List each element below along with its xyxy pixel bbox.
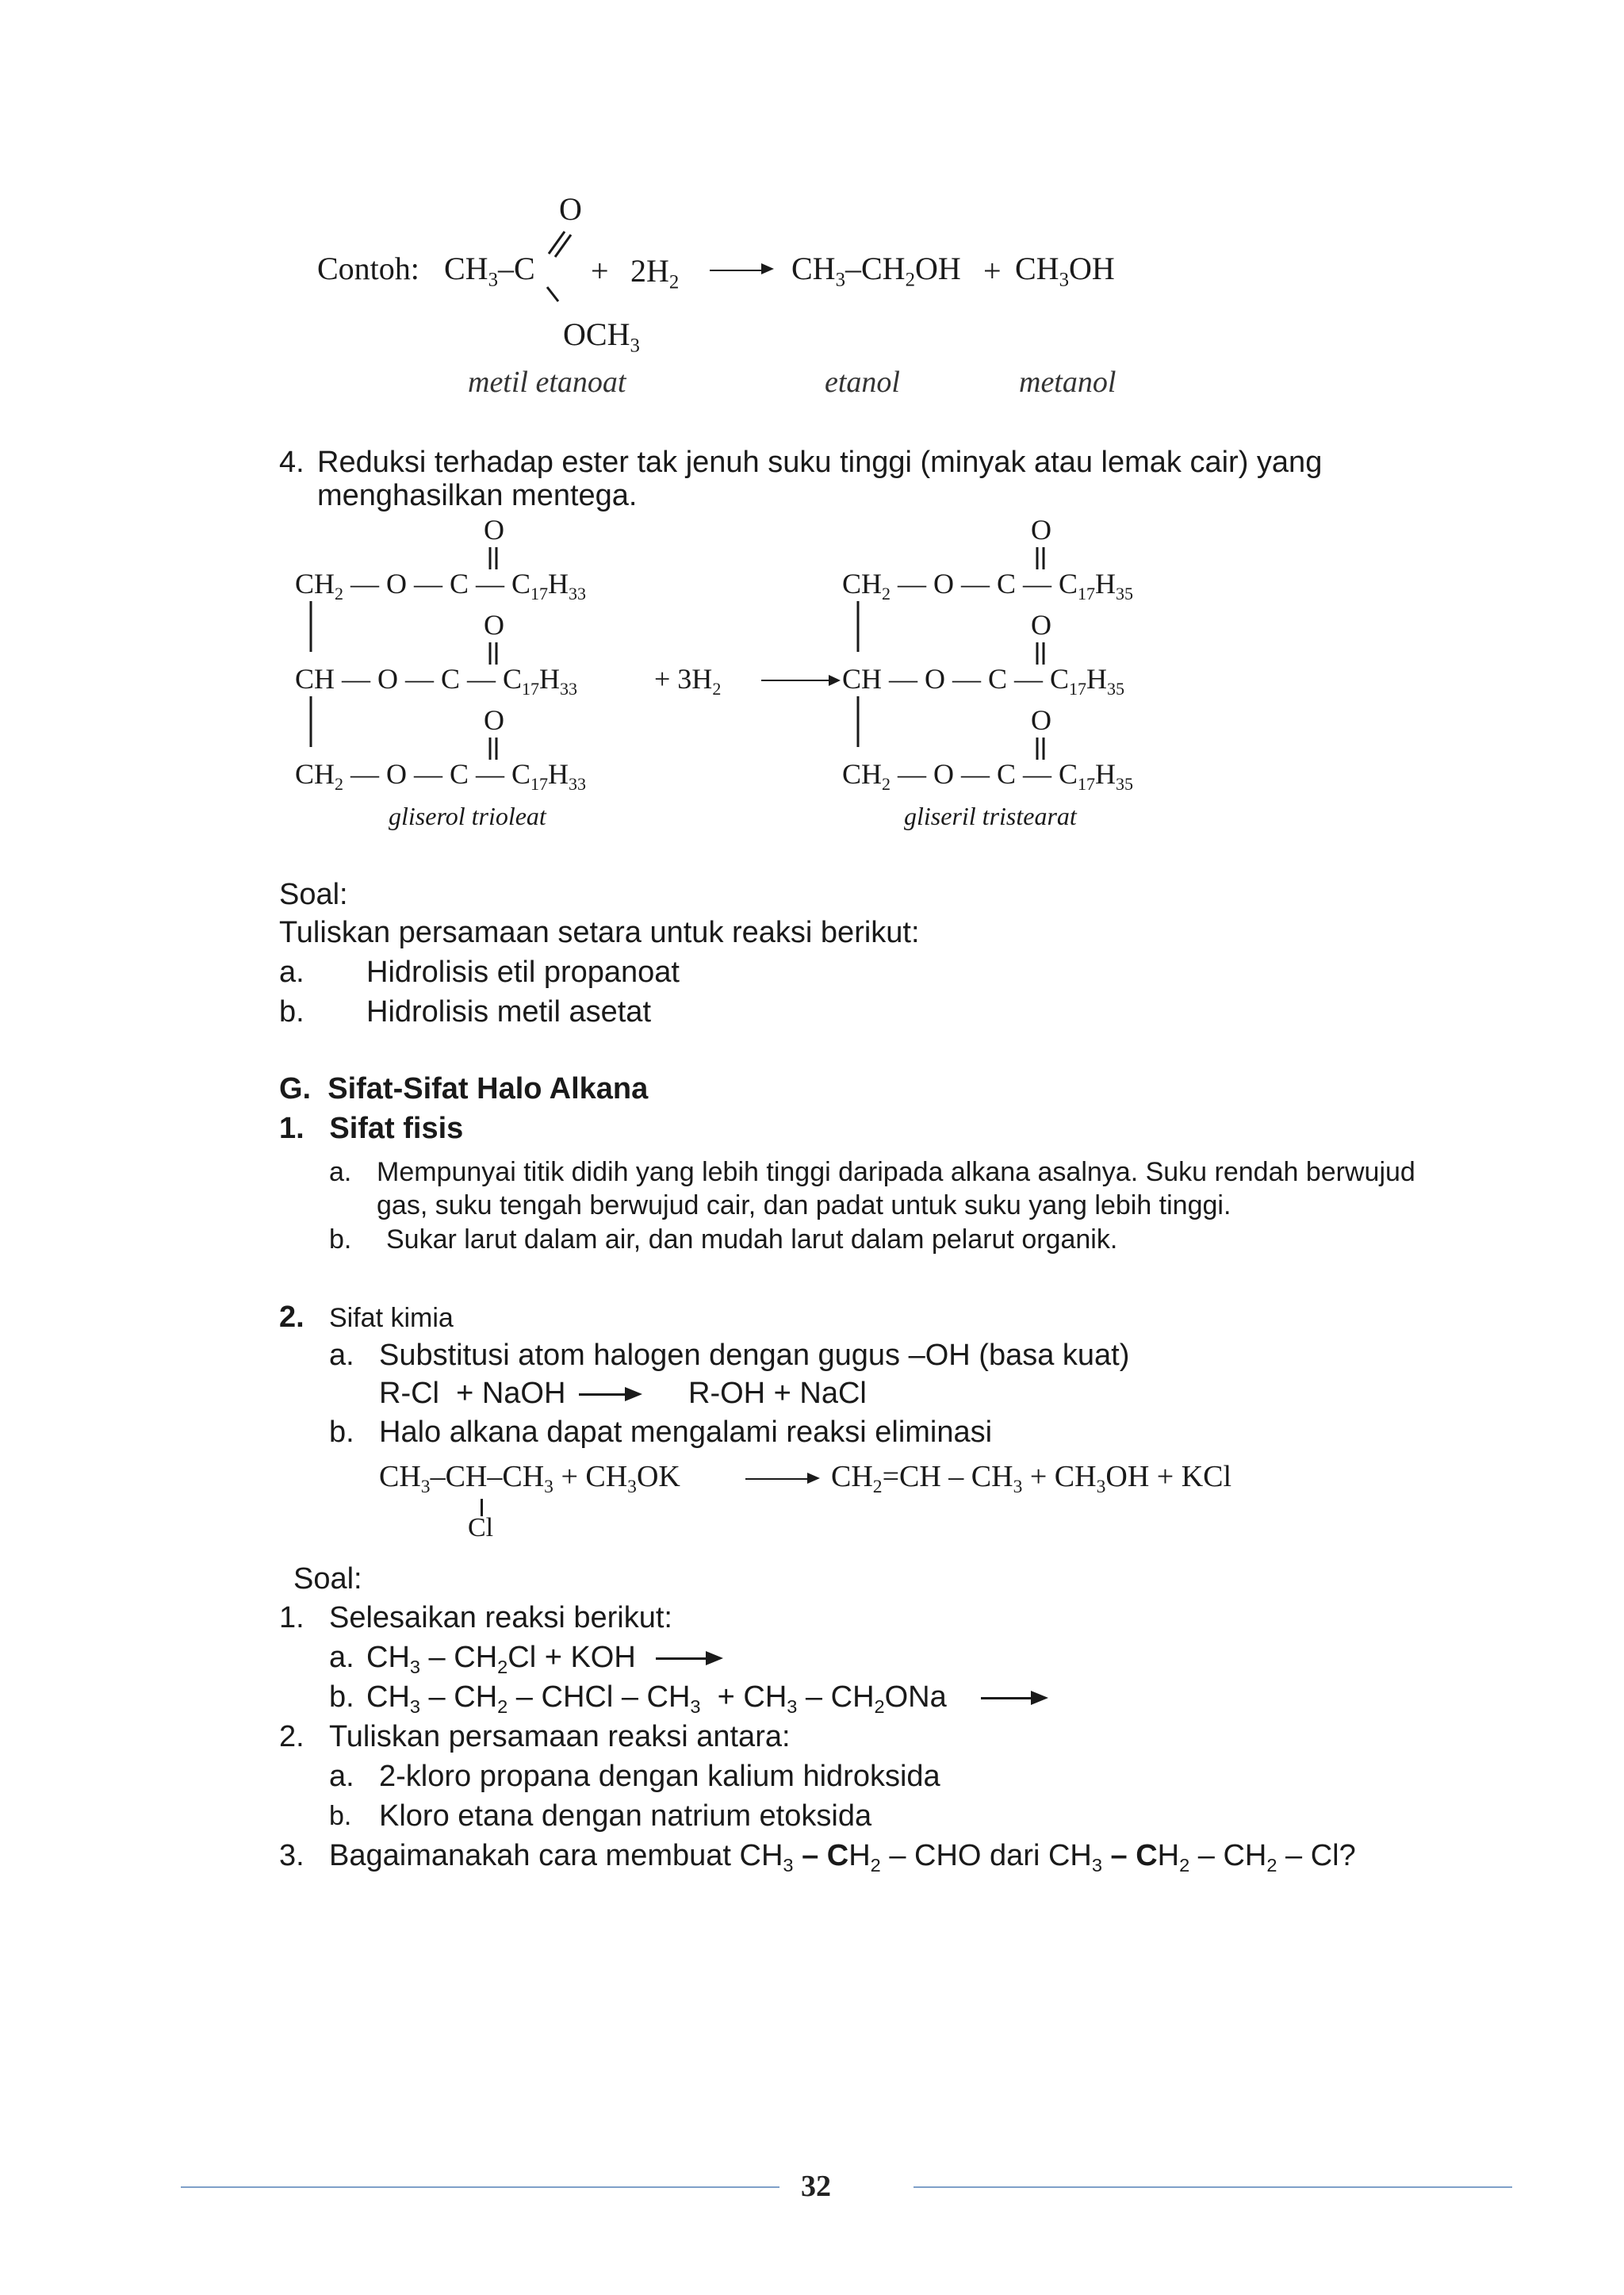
och3-group: $OCH_3$ xyxy=(563,316,640,357)
fisis-a-line2: gas, suku tengah berwujud cair, dan padat untuk suku yang lebih tinggi. xyxy=(377,1190,1231,1220)
soal2-q3-text: Bagaimanakah cara membuat $CH_3 - CH_2$ – CHO dari $CH_3 - CH_2 - CH_2$ – Cl? xyxy=(329,1839,1356,1876)
soal1-b-letter: b. xyxy=(279,995,304,1029)
svg-text:CH2 — O — C — C17H35: $CH_2$ — O — C — $C_{17}H_{35}$ xyxy=(842,758,1134,794)
soal2-q2b-letter: b. xyxy=(329,1801,352,1831)
svg-text:+ 3H2: + $3H_2$ xyxy=(654,663,722,699)
fisis-a-letter: a. xyxy=(329,1157,352,1187)
soal2-q2b-text: Kloro etana dengan natrium etoksida xyxy=(379,1799,872,1833)
q1a-arrow-head xyxy=(706,1651,723,1665)
soal2-q1b-reaction: $CH_3 - CH_2$ – CHCl – $CH_3 + CH_3 - CH_2ONa$ xyxy=(366,1680,947,1718)
soal2-q1-number: 1. xyxy=(279,1601,304,1634)
fisis-b-letter: b. xyxy=(329,1224,352,1255)
example-label: Contoh: xyxy=(317,251,419,286)
soal2-q2a-letter: a. xyxy=(329,1760,354,1793)
carbonyl-bond xyxy=(531,222,579,309)
soal2-q1b-letter: b. xyxy=(329,1680,354,1714)
svg-text:CH2 — O — C — C17H33: $CH_2$ — O — C — $C_{17}H_{33}$ xyxy=(295,758,587,794)
kimia-b-letter: b. xyxy=(329,1416,354,1449)
q1b-arrow xyxy=(981,1697,1032,1699)
q1b-arrow-head xyxy=(1031,1691,1048,1705)
elimination-reaction: $CH_3-CH-CH_3 + CH_3OK$ $CH_2=CH - CH_3 + CH_3OH$ + KCl Cl xyxy=(379,1460,1232,1542)
triglyceride-reaction xyxy=(285,508,1205,841)
name-gliserol-trioleat: gliserol trioleat xyxy=(389,802,546,830)
item4-line1: Reduksi terhadap ester tak jenuh suku tinggi (minyak atau lemak cair) yang xyxy=(317,446,1323,479)
name-metanol: metanol xyxy=(1019,366,1116,399)
kimia-a-letter: a. xyxy=(329,1339,354,1372)
item4-line2: menghasilkan mentega. xyxy=(317,479,638,512)
reactant-ch3: $CH_3-C$ xyxy=(444,251,535,291)
elimination-arrow xyxy=(745,1478,809,1480)
page-number: 32 xyxy=(801,2170,831,2203)
fisis-b-text: Sukar larut dalam air, dan mudah larut dalam pelarut organik. xyxy=(386,1224,1118,1255)
name-gliseril-tristearat: gliseril tristearat xyxy=(904,802,1077,830)
soal2-q2-text: Tuliskan persamaan reaksi antara: xyxy=(329,1720,791,1753)
plus-sign-1: + xyxy=(591,253,609,289)
sifat-kimia-label: Sifat kimia xyxy=(329,1303,454,1333)
section-g-heading: G. Sifat-Sifat Halo Alkana xyxy=(279,1072,649,1105)
name-metil-etanoat: metil etanoat xyxy=(468,366,626,399)
svg-text:O: O xyxy=(1031,514,1051,546)
kimia-b-text: Halo alkana dapat mengalami reaksi eliminasi xyxy=(379,1416,993,1449)
substitution-arrow xyxy=(579,1393,626,1396)
svg-text:O: O xyxy=(484,514,504,546)
svg-text:O: O xyxy=(1031,609,1051,641)
soal1-title: Soal: xyxy=(279,878,348,911)
soal2-q2-number: 2. xyxy=(279,1720,304,1753)
soal1-a-letter: a. xyxy=(279,956,304,989)
svg-text:CH — O — C — C17H35: CH — O — C — $C_{17}H_{35}$ xyxy=(842,663,1125,699)
soal2-q3-number: 3. xyxy=(279,1839,304,1872)
item4-number: 4. xyxy=(279,446,304,479)
soal2-title: Soal: xyxy=(293,1562,362,1596)
name-etanol: etanol xyxy=(825,366,900,399)
soal2-q1a-reaction: $CH_3 - CH_2Cl$ + KOH xyxy=(366,1641,636,1678)
svg-text:CH2 — O — C — C17H35: $CH_2$ — O — C — $C_{17}H_{35}$ xyxy=(842,568,1134,603)
footer-line-right xyxy=(914,2186,1512,2188)
product-methanol: $CH_3OH$ xyxy=(1015,251,1115,291)
soal1-a-text: Hidrolisis etil propanoat xyxy=(366,956,680,989)
sifat-fisis-heading: 1. Sifat fisis xyxy=(279,1112,464,1145)
kimia-a-products: R-OH + NaCl xyxy=(688,1377,867,1410)
svg-text:O: O xyxy=(1031,704,1051,736)
soal1-instruction: Tuliskan persamaan setara untuk reaksi berikut: xyxy=(279,916,920,949)
reaction-arrow-head xyxy=(761,263,774,274)
reaction-arrow xyxy=(710,270,765,271)
footer-line-left xyxy=(181,2186,779,2188)
kimia-a-text: Substitusi atom halogen dengan gugus –OH (basa kuat) xyxy=(379,1339,1130,1372)
kimia-a-reactants: R-Cl + NaOH xyxy=(379,1377,566,1410)
soal2-q1a-letter: a. xyxy=(329,1641,354,1674)
soal2-q2a-text: 2-kloro propana dengan kalium hidroksida xyxy=(379,1760,940,1793)
chlorine-atom: Cl xyxy=(468,1513,494,1542)
oxygen-atom: O xyxy=(559,191,582,227)
q1a-arrow xyxy=(656,1657,707,1660)
svg-text:CH2 — O — C — C17H33: $CH_2$ — O — C — $C_{17}H_{33}$ xyxy=(295,568,587,603)
product-ethanol: $CH_3-CH_2OH$ xyxy=(791,251,961,291)
sifat-kimia-number: 2. xyxy=(279,1301,304,1334)
soal1-b-text: Hidrolisis metil asetat xyxy=(366,995,651,1029)
svg-text:O: O xyxy=(484,704,504,736)
svg-text:O: O xyxy=(484,609,504,641)
plus-sign-2: + xyxy=(983,253,1002,289)
fisis-a-line1: Mempunyai titik didih yang lebih tinggi daripada alkana asalnya. Suku rendah berwujud xyxy=(377,1157,1415,1187)
elimination-arrow-head xyxy=(807,1473,820,1484)
substitution-arrow-head xyxy=(625,1387,642,1401)
soal2-q1-text: Selesaikan reaksi berikut: xyxy=(329,1601,672,1634)
hydrogen-2h2: $2H_2$ xyxy=(630,253,680,293)
example-reaction xyxy=(317,190,1126,404)
svg-text:CH — O — C — C17H33: CH — O — C — $C_{17}H_{33}$ xyxy=(295,663,578,699)
